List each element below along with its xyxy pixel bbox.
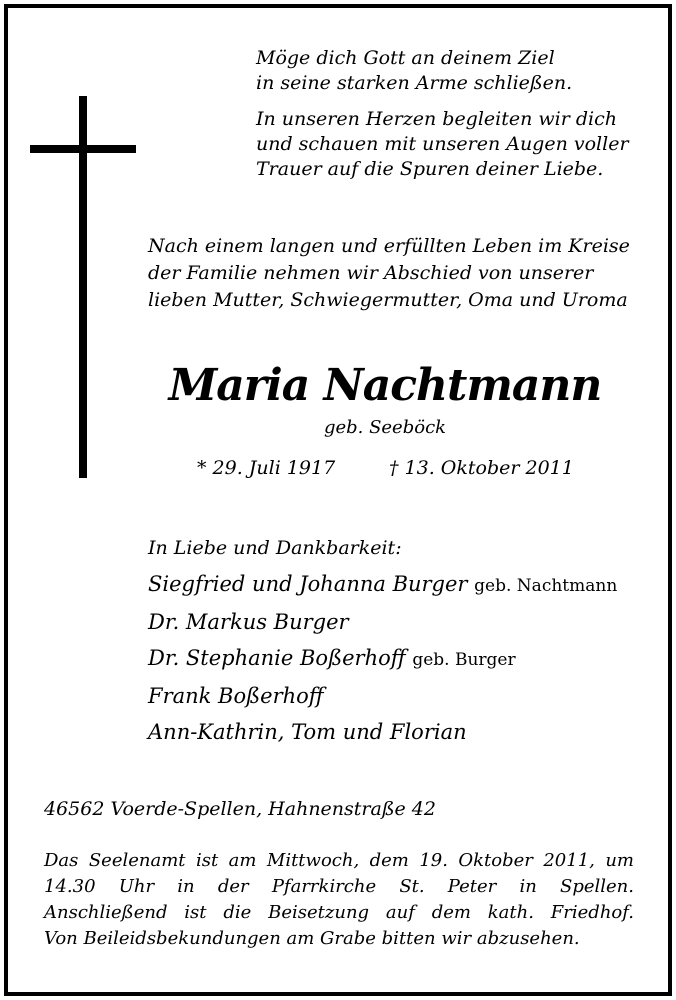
verse-line: In unseren Herzen begleiten wir dich [256,108,617,130]
intro-line: lieben Mutter, Schwiegermutter, Oma und Uroma [148,289,628,311]
mourners-list [148,566,617,750]
mourners-intro: In Liebe und Dankbarkeit: [148,537,402,559]
mourner-name: Frank Boßerhoff [148,684,324,708]
mourner-entry [148,678,617,714]
service-line: Das Seelenamt ist am Mittwoch, dem 19. Oktober 2011, um [44,850,634,871]
verse-stanza-1 [256,46,572,96]
mourner-entry [148,604,617,640]
verse-line: in seine starken Arme schließen. [256,72,573,94]
verse-line: Möge dich Gott an deinem Ziel [256,47,555,69]
maiden-name: geb. Seeböck [323,417,447,438]
cross-horizontal-bar [30,145,136,153]
mourner-name: Dr. Markus Burger [148,610,349,634]
mourner-entry [148,566,617,604]
mourner-entry [148,640,617,678]
service-line: Anschließend ist die Beisetzung auf dem kath. Friedhof. [44,902,634,923]
family-address: 46562 Voerde-Spellen, Hahnenstraße 42 [44,798,436,820]
mourner-entry [148,714,617,750]
service-info [44,848,634,952]
intro-line: der Familie nehmen wir Abschied von unserer [148,262,594,284]
verse-line: Trauer auf die Spuren deiner Liebe. [256,158,604,180]
service-line: Von Beileidsbekundungen am Grabe bitten wir abzusehen. [44,928,580,949]
farewell-intro [148,233,630,314]
mourner-suffix: geb. Burger [412,650,516,670]
deceased-name: Maria Nachtmann [168,360,602,411]
service-line: 14.30 Uhr in der Pfarrkirche St. Peter in Spellen. [44,876,634,897]
mourner-name: Ann-Kathrin, Tom und Florian [148,720,467,744]
mourner-suffix: geb. Nachtmann [474,576,618,596]
verse-line: und schauen mit unseren Augen voller [256,133,629,155]
mourner-name: Siegfried und Johanna Burger [148,572,468,596]
birth-date: * 29. Juli 1917 [197,457,336,479]
intro-line: Nach einem langen und erfüllten Leben im Kreise [148,235,630,257]
death-date: † 13. Oktober 2011 [389,457,574,479]
verse-stanza-2 [256,107,629,182]
mourner-name: Dr. Stephanie Boßerhoff [148,646,406,670]
